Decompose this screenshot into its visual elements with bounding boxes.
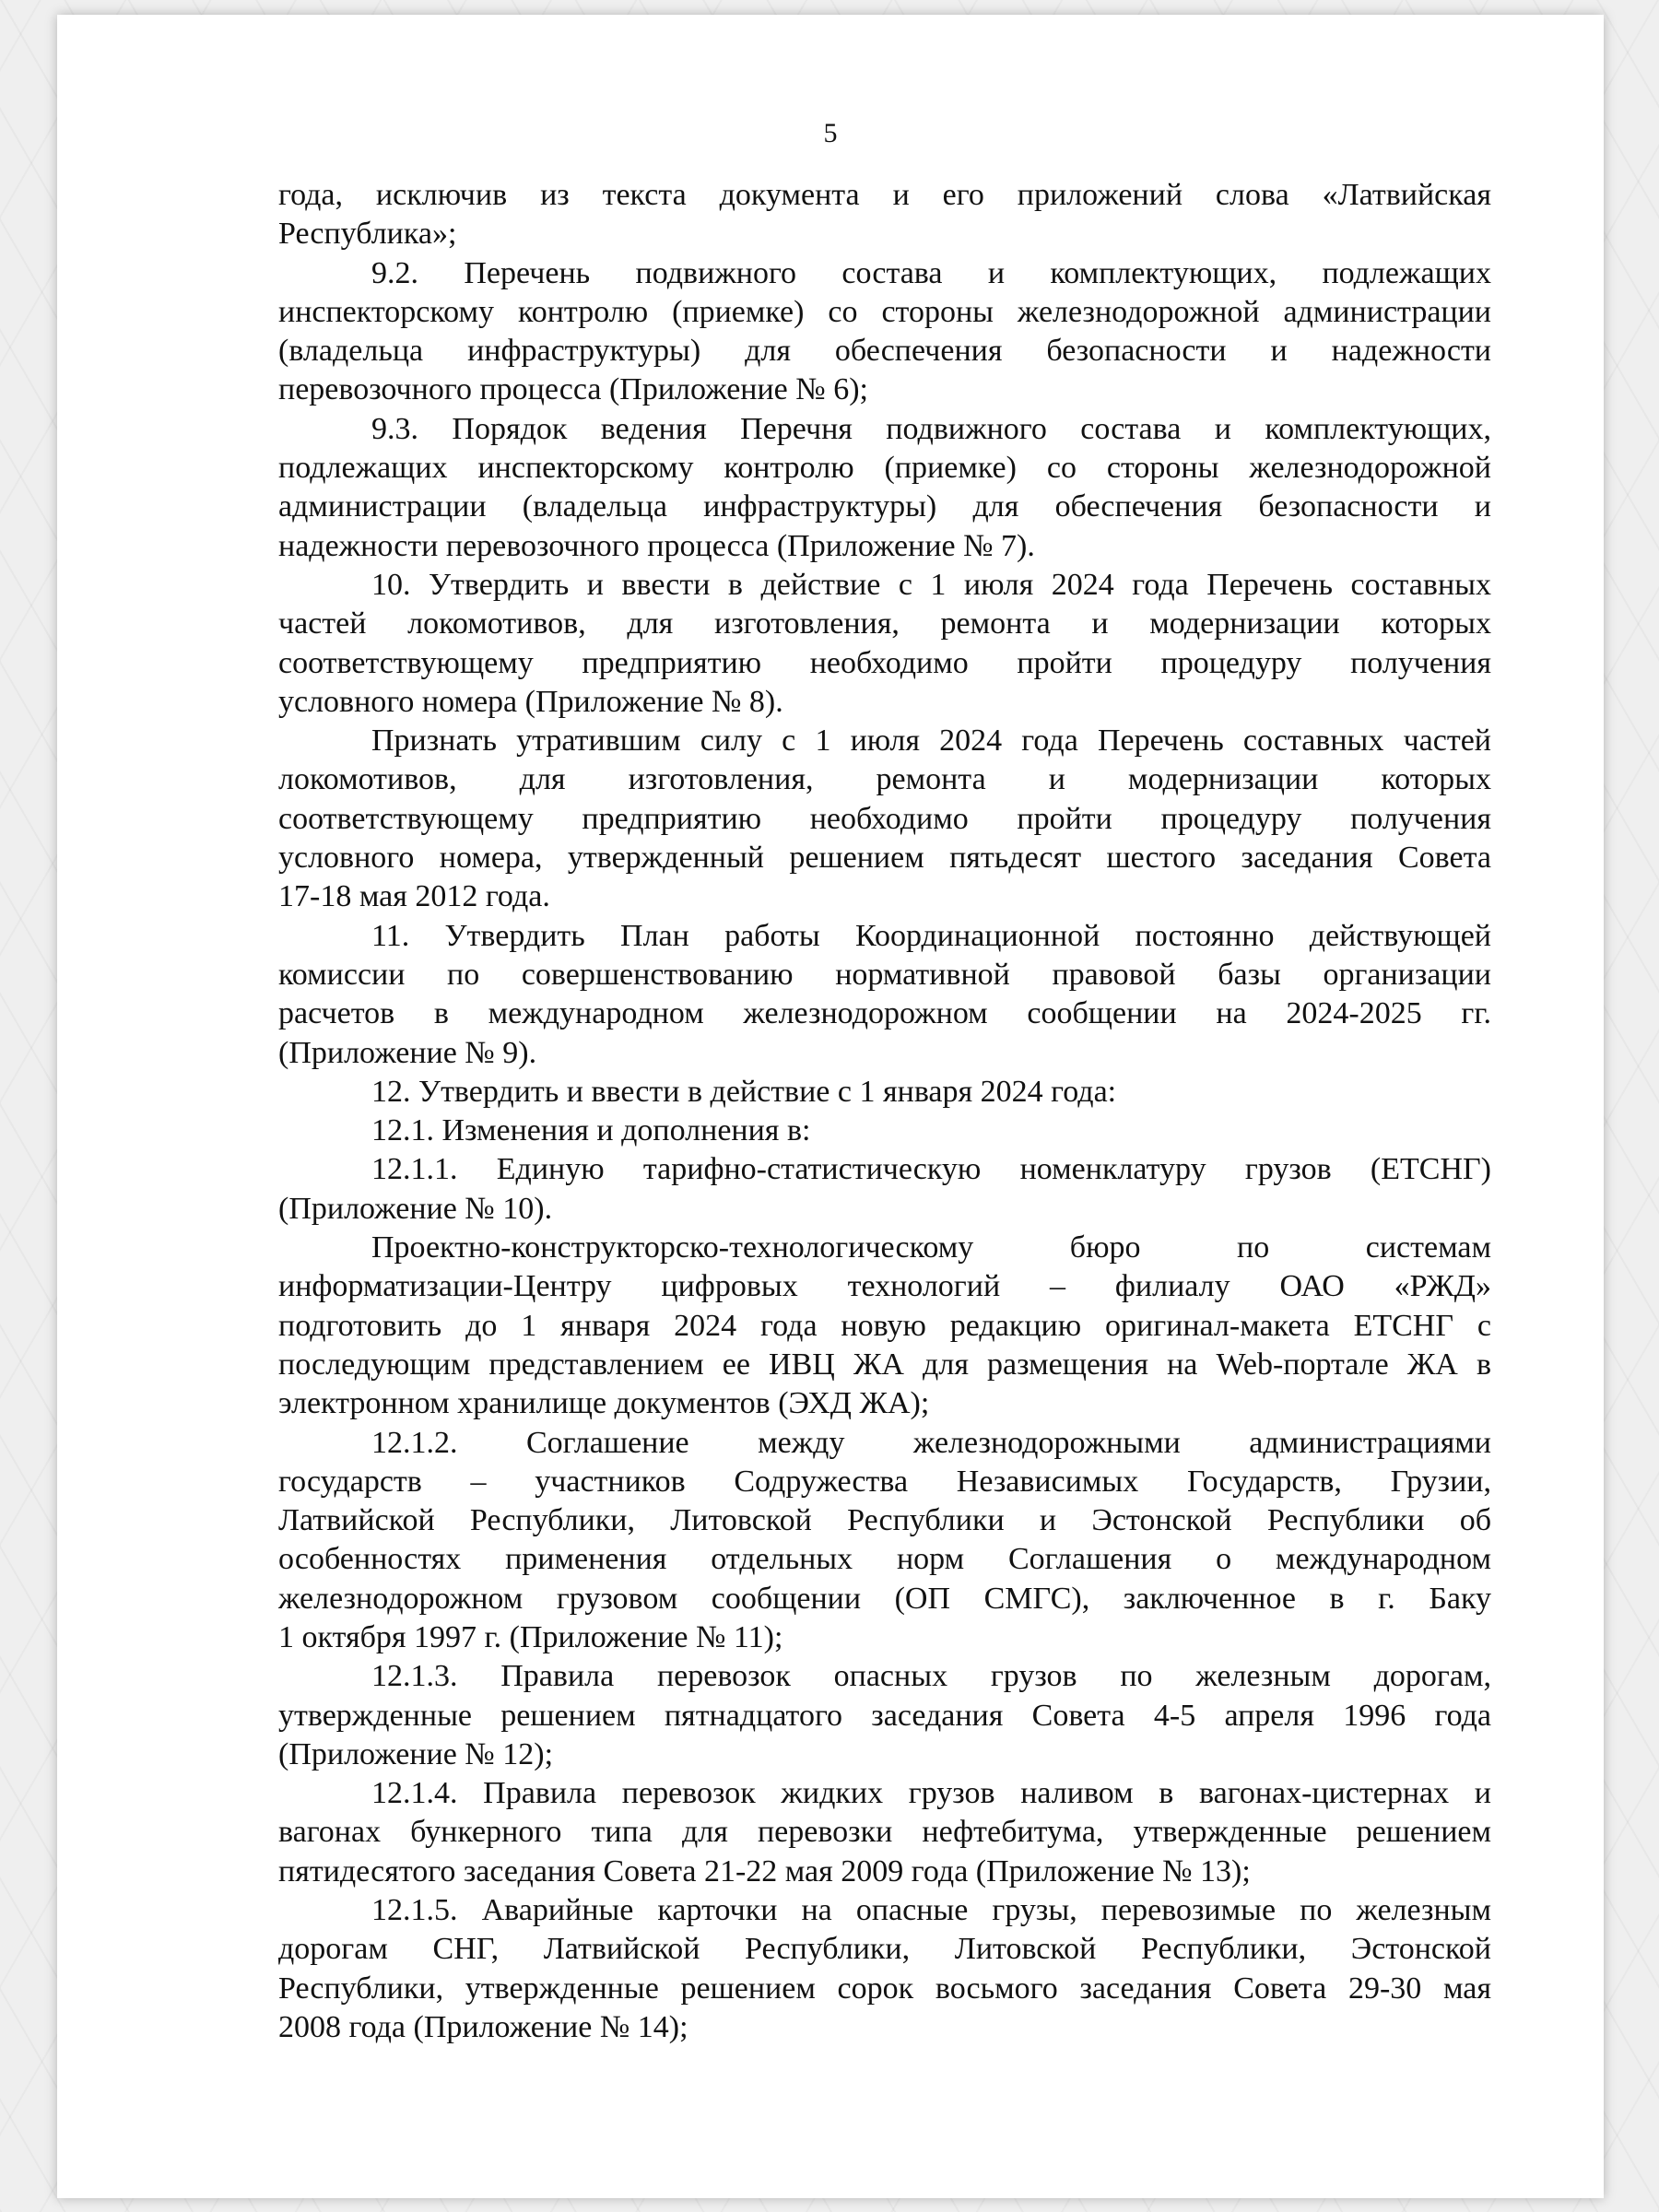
- paragraph: [278, 1774, 1491, 1891]
- text-line: 1 октября 1997 г. (Приложение № 11);: [278, 1619, 783, 1654]
- text-line: особенностях применения отдельных норм Соглашения о международном: [278, 1542, 1491, 1577]
- text-line: электронном хранилище документов (ЭХД ЖА);: [278, 1386, 930, 1421]
- text-line: 11. Утвердить План работы Координационной постоянно действующей: [371, 918, 1491, 953]
- paragraph: [278, 254, 1491, 410]
- text-line: 9.3. Порядок ведения Перечня подвижного состава и комплектующих,: [371, 411, 1491, 446]
- text-line: 12.1.2. Соглашение между железнодорожными администрациями: [371, 1425, 1491, 1460]
- paragraph: [278, 722, 1491, 916]
- paragraph: [278, 1150, 1491, 1229]
- text-line: администрации (владельца инфраструктуры) для обеспечения безопасности и: [278, 489, 1491, 524]
- text-line: 10. Утвердить и ввести в действие с 1 июля 2024 года Перечень составных: [371, 567, 1491, 602]
- text-line: Латвийской Республики, Литовской Республики и Эстонской Республики об: [278, 1503, 1491, 1538]
- text-line: 12.1. Изменения и дополнения в:: [371, 1113, 811, 1148]
- text-line: надежности перевозочного процесса (Приложение № 7).: [278, 528, 1035, 563]
- text-line: локомотивов, для изготовления, ремонта и модернизации которых: [278, 762, 1491, 797]
- text-line: соответствующему предприятию необходимо пройти процедуру получения: [278, 645, 1491, 680]
- paragraph: [278, 176, 1491, 254]
- text-line: года, исключив из текста документа и его приложений слова «Латвийская: [278, 178, 1491, 212]
- text-line: информатизации-Центру цифровых технологий – филиалу ОАО «РЖД»: [278, 1269, 1491, 1304]
- text-line: последующим представлением ее ИВЦ ЖА для размещения на Web-портале ЖА в: [278, 1347, 1491, 1382]
- text-line: условного номера (Приложение № 8).: [278, 684, 783, 719]
- text-line: (Приложение № 12);: [278, 1736, 554, 1771]
- page-number: 5: [823, 118, 838, 148]
- text-line: (Приложение № 9).: [278, 1035, 537, 1070]
- text-line: (владельца инфраструктуры) для обеспечения безопасности и надежности: [278, 334, 1491, 369]
- text-line: 12.1.4. Правила перевозок жидких грузов наливом в вагонах-цистернах и: [371, 1776, 1491, 1811]
- text-line: пятидесятого заседания Совета 21-22 мая 2009 года (Приложение № 13);: [278, 1853, 1251, 1888]
- paragraph: [278, 1424, 1491, 1658]
- text-line: 17-18 мая 2012 года.: [278, 879, 550, 914]
- text-line: Признать утратившим силу с 1 июля 2024 года Перечень составных частей: [371, 724, 1491, 759]
- text-line: государств – участников Содружества Независимых Государств, Грузии,: [278, 1464, 1491, 1499]
- text-line: Республика»;: [278, 217, 457, 252]
- text-line: 12.1.1. Единую тарифно-статистическую номенклатуру грузов (ЕТСНГ): [371, 1152, 1491, 1187]
- text-line: частей локомотивов, для изготовления, ремонта и модернизации которых: [278, 606, 1491, 641]
- text-line: расчетов в международном железнодорожном сообщении на 2024-2025 гг.: [278, 996, 1491, 1031]
- text-line: дорогам СНГ, Латвийской Республики, Литовской Республики, Эстонской: [278, 1932, 1491, 1967]
- paragraph: [278, 1229, 1491, 1423]
- text-line: 12. Утвердить и ввести в действие с 1 января 2024 года:: [371, 1074, 1117, 1109]
- text-line: инспекторскому контролю (приемке) со стороны железнодорожной администрации: [278, 294, 1491, 329]
- text-line: соответствующему предприятию необходимо пройти процедуру получения: [278, 801, 1491, 836]
- text-line: подлежащих инспекторскому контролю (приемке) со стороны железнодорожной: [278, 451, 1491, 486]
- paragraph: [278, 917, 1491, 1073]
- text-line: условного номера, утвержденный решением пятьдесят шестого заседания Совета: [278, 841, 1491, 876]
- text-line: 12.1.5. Аварийные карточки на опасные грузы, перевозимые по железным: [371, 1893, 1491, 1928]
- text-line: Проектно-конструкторско-технологическому бюро по системам: [371, 1230, 1491, 1265]
- paragraph: [278, 410, 1491, 566]
- paragraph: [278, 1891, 1491, 2047]
- text-line: 2008 года (Приложение № 14);: [278, 2009, 688, 2044]
- document-page: [57, 15, 1604, 2198]
- text-line: вагонах бункерного типа для перевозки нефтебитума, утвержденные решением: [278, 1815, 1491, 1850]
- text-line: перевозочного процесса (Приложение № 6);: [278, 372, 868, 407]
- paragraph: [278, 1657, 1491, 1774]
- paragraph: [278, 566, 1491, 722]
- text-line: Республики, утвержденные решением сорок восьмого заседания Совета 29-30 мая: [278, 1971, 1491, 2006]
- text-line: 9.2. Перечень подвижного состава и комплектующих, подлежащих: [371, 255, 1491, 290]
- text-line: утвержденные решением пятнадцатого заседания Совета 4-5 апреля 1996 года: [278, 1698, 1491, 1733]
- text-line: комиссии по совершенствованию нормативной правовой базы организации: [278, 957, 1491, 992]
- document-body: [278, 176, 1491, 2047]
- text-line: 12.1.3. Правила перевозок опасных грузов по железным дорогам,: [371, 1659, 1491, 1694]
- text-line: (Приложение № 10).: [278, 1191, 553, 1226]
- text-line: железнодорожном грузовом сообщении (ОП СМГС), заключенное в г. Баку: [278, 1581, 1491, 1616]
- paragraph: [278, 1112, 1491, 1150]
- text-line: подготовить до 1 января 2024 года новую редакцию оригинал-макета ЕТСНГ с: [278, 1308, 1491, 1343]
- paragraph: [278, 1073, 1491, 1112]
